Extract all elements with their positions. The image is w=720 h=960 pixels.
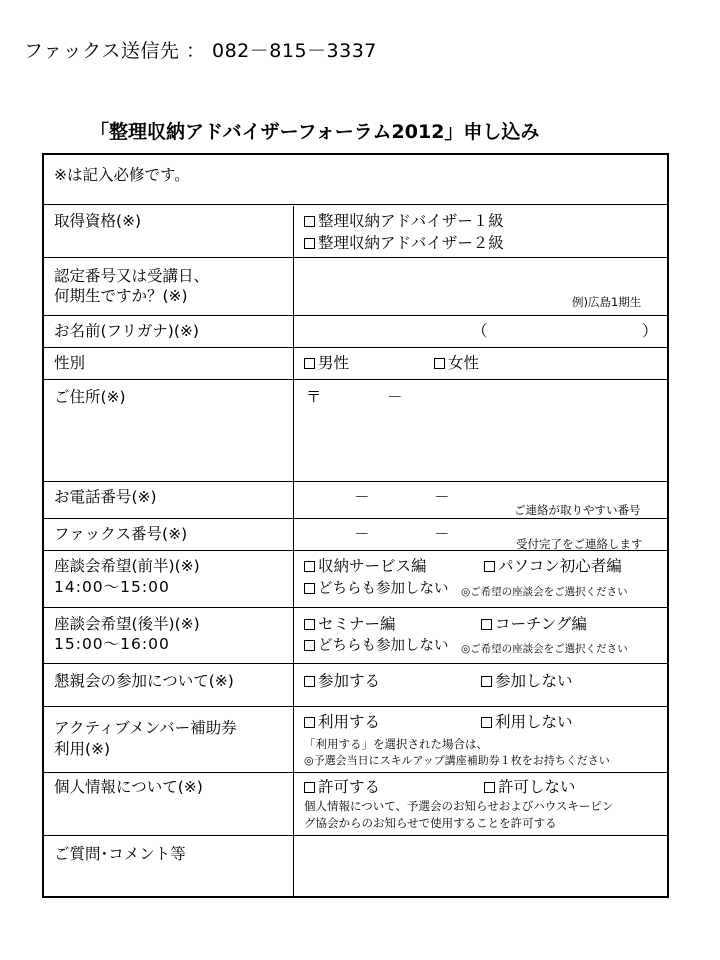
qualification-label: 取得資格(※) — [54, 212, 142, 230]
name-close-paren: ） — [642, 322, 658, 340]
fax-note: 受付完了をご連絡します — [516, 537, 643, 551]
fax-label: ファックス番号(※) — [54, 525, 188, 543]
row-divider — [44, 347, 667, 348]
checkbox[interactable] — [304, 561, 315, 572]
session2-label: 座談会希望(後半)(※) — [54, 615, 200, 633]
session1-note: ◎ご希望の座談会をご選択ください — [461, 586, 628, 598]
privacy-note-1: 個人情報について、予選会のお知らせおよびハウスキーピン — [304, 799, 614, 813]
row-divider — [44, 835, 667, 836]
row-divider — [44, 315, 667, 316]
voucher-label-2: 利用(※) — [54, 740, 111, 758]
session1-option-3[interactable]: どちらも参加しない — [304, 580, 449, 599]
row-divider — [44, 481, 667, 482]
comments-field[interactable] — [295, 837, 667, 896]
gender-label: 性別 — [54, 354, 86, 372]
checkbox[interactable] — [304, 782, 315, 793]
phone-label: お電話番号(※) — [54, 488, 157, 506]
gender-female[interactable]: 女性 — [434, 354, 479, 373]
voucher-note-2: ◎予選会当日にスキルアップ講座補助券１枚をお持ちください — [304, 754, 610, 767]
party-option-1[interactable]: 参加する — [304, 672, 380, 691]
session2-note: ◎ご希望の座談会をご選択ください — [461, 643, 628, 655]
voucher-option-1[interactable]: 利用する — [304, 713, 380, 732]
checkbox[interactable] — [481, 676, 492, 687]
checkbox[interactable] — [304, 676, 315, 687]
cert-number-label-1: 認定番号又は受講日、 — [54, 267, 210, 285]
checkbox[interactable] — [304, 619, 315, 630]
party-label: 懇親会の参加について(※) — [54, 672, 234, 690]
session1-label: 座談会希望(前半)(※) — [54, 557, 200, 575]
session1-option-2[interactable]: パソコン初心者編 — [484, 557, 622, 576]
session2-time: 15:00～16:00 — [54, 635, 170, 653]
form-title: 「整理収納アドバイザーフォーラム2012」申し込み — [90, 121, 540, 143]
cert-number-example: 例)広島1期生 — [572, 295, 642, 309]
row-divider — [44, 518, 667, 519]
checkbox[interactable] — [481, 619, 492, 630]
checkbox[interactable] — [484, 561, 495, 572]
checkbox[interactable] — [481, 717, 492, 728]
session2-option-3[interactable]: どちらも参加しない — [304, 637, 449, 656]
fax-dash-2: － — [434, 525, 450, 543]
voucher-note-1: 「利用する」を選択された場合は、 — [304, 737, 488, 751]
session2-option-1[interactable]: セミナー編 — [304, 615, 396, 634]
privacy-label: 個人情報について(※) — [54, 778, 203, 796]
row-divider — [44, 204, 667, 205]
session2-option-2[interactable]: コーチング編 — [481, 615, 587, 634]
row-divider — [44, 772, 667, 773]
qualification-option-2[interactable]: 整理収納アドバイザー２級 — [304, 234, 504, 253]
phone-note: ご連絡が取りやすい番号 — [514, 503, 641, 517]
postal-mark: 〒 — [306, 388, 322, 406]
required-note: ※は記入必修です。 — [54, 166, 190, 184]
column-divider — [293, 206, 294, 896]
cert-number-label-2: 何期生ですか？(※) — [54, 287, 188, 305]
privacy-option-2[interactable]: 許可しない — [484, 778, 576, 797]
checkbox[interactable] — [304, 717, 315, 728]
checkbox[interactable] — [304, 358, 315, 369]
checkbox[interactable] — [304, 238, 315, 249]
checkbox[interactable] — [304, 583, 315, 594]
row-divider — [44, 607, 667, 608]
fax-dash-1: － — [354, 525, 370, 543]
voucher-label-1: アクティブメンバー補助券 — [54, 719, 237, 737]
voucher-option-2[interactable]: 利用しない — [481, 713, 573, 732]
checkbox[interactable] — [434, 358, 445, 369]
qualification-option-1[interactable]: 整理収納アドバイザー１級 — [304, 212, 504, 231]
name-open-paren: （ — [472, 322, 488, 340]
comments-label: ご質問･コメント等 — [54, 845, 186, 863]
party-option-2[interactable]: 参加しない — [481, 672, 573, 691]
session1-time: 14:00～15:00 — [54, 578, 170, 596]
phone-dash-2: － — [434, 488, 450, 506]
row-divider — [44, 379, 667, 380]
privacy-option-1[interactable]: 許可する — [304, 778, 380, 797]
row-divider — [44, 706, 667, 707]
checkbox[interactable] — [304, 640, 315, 651]
postal-dash: － — [387, 388, 403, 406]
address-label: ご住所(※) — [54, 388, 126, 406]
name-label: お名前(フリガナ)(※) — [54, 322, 199, 340]
gender-male[interactable]: 男性 — [304, 354, 349, 373]
privacy-note-2: グ協会からのお知らせで使用することを許可する — [304, 816, 557, 830]
checkbox[interactable] — [304, 216, 315, 227]
checkbox[interactable] — [484, 782, 495, 793]
fax-destination: ファックス送信先 ： 082－815－3337 — [24, 40, 377, 62]
application-form — [42, 153, 669, 898]
phone-dash-1: － — [354, 488, 370, 506]
row-divider — [44, 257, 667, 258]
row-divider — [44, 663, 667, 664]
session1-option-1[interactable]: 収納サービス編 — [304, 557, 427, 576]
